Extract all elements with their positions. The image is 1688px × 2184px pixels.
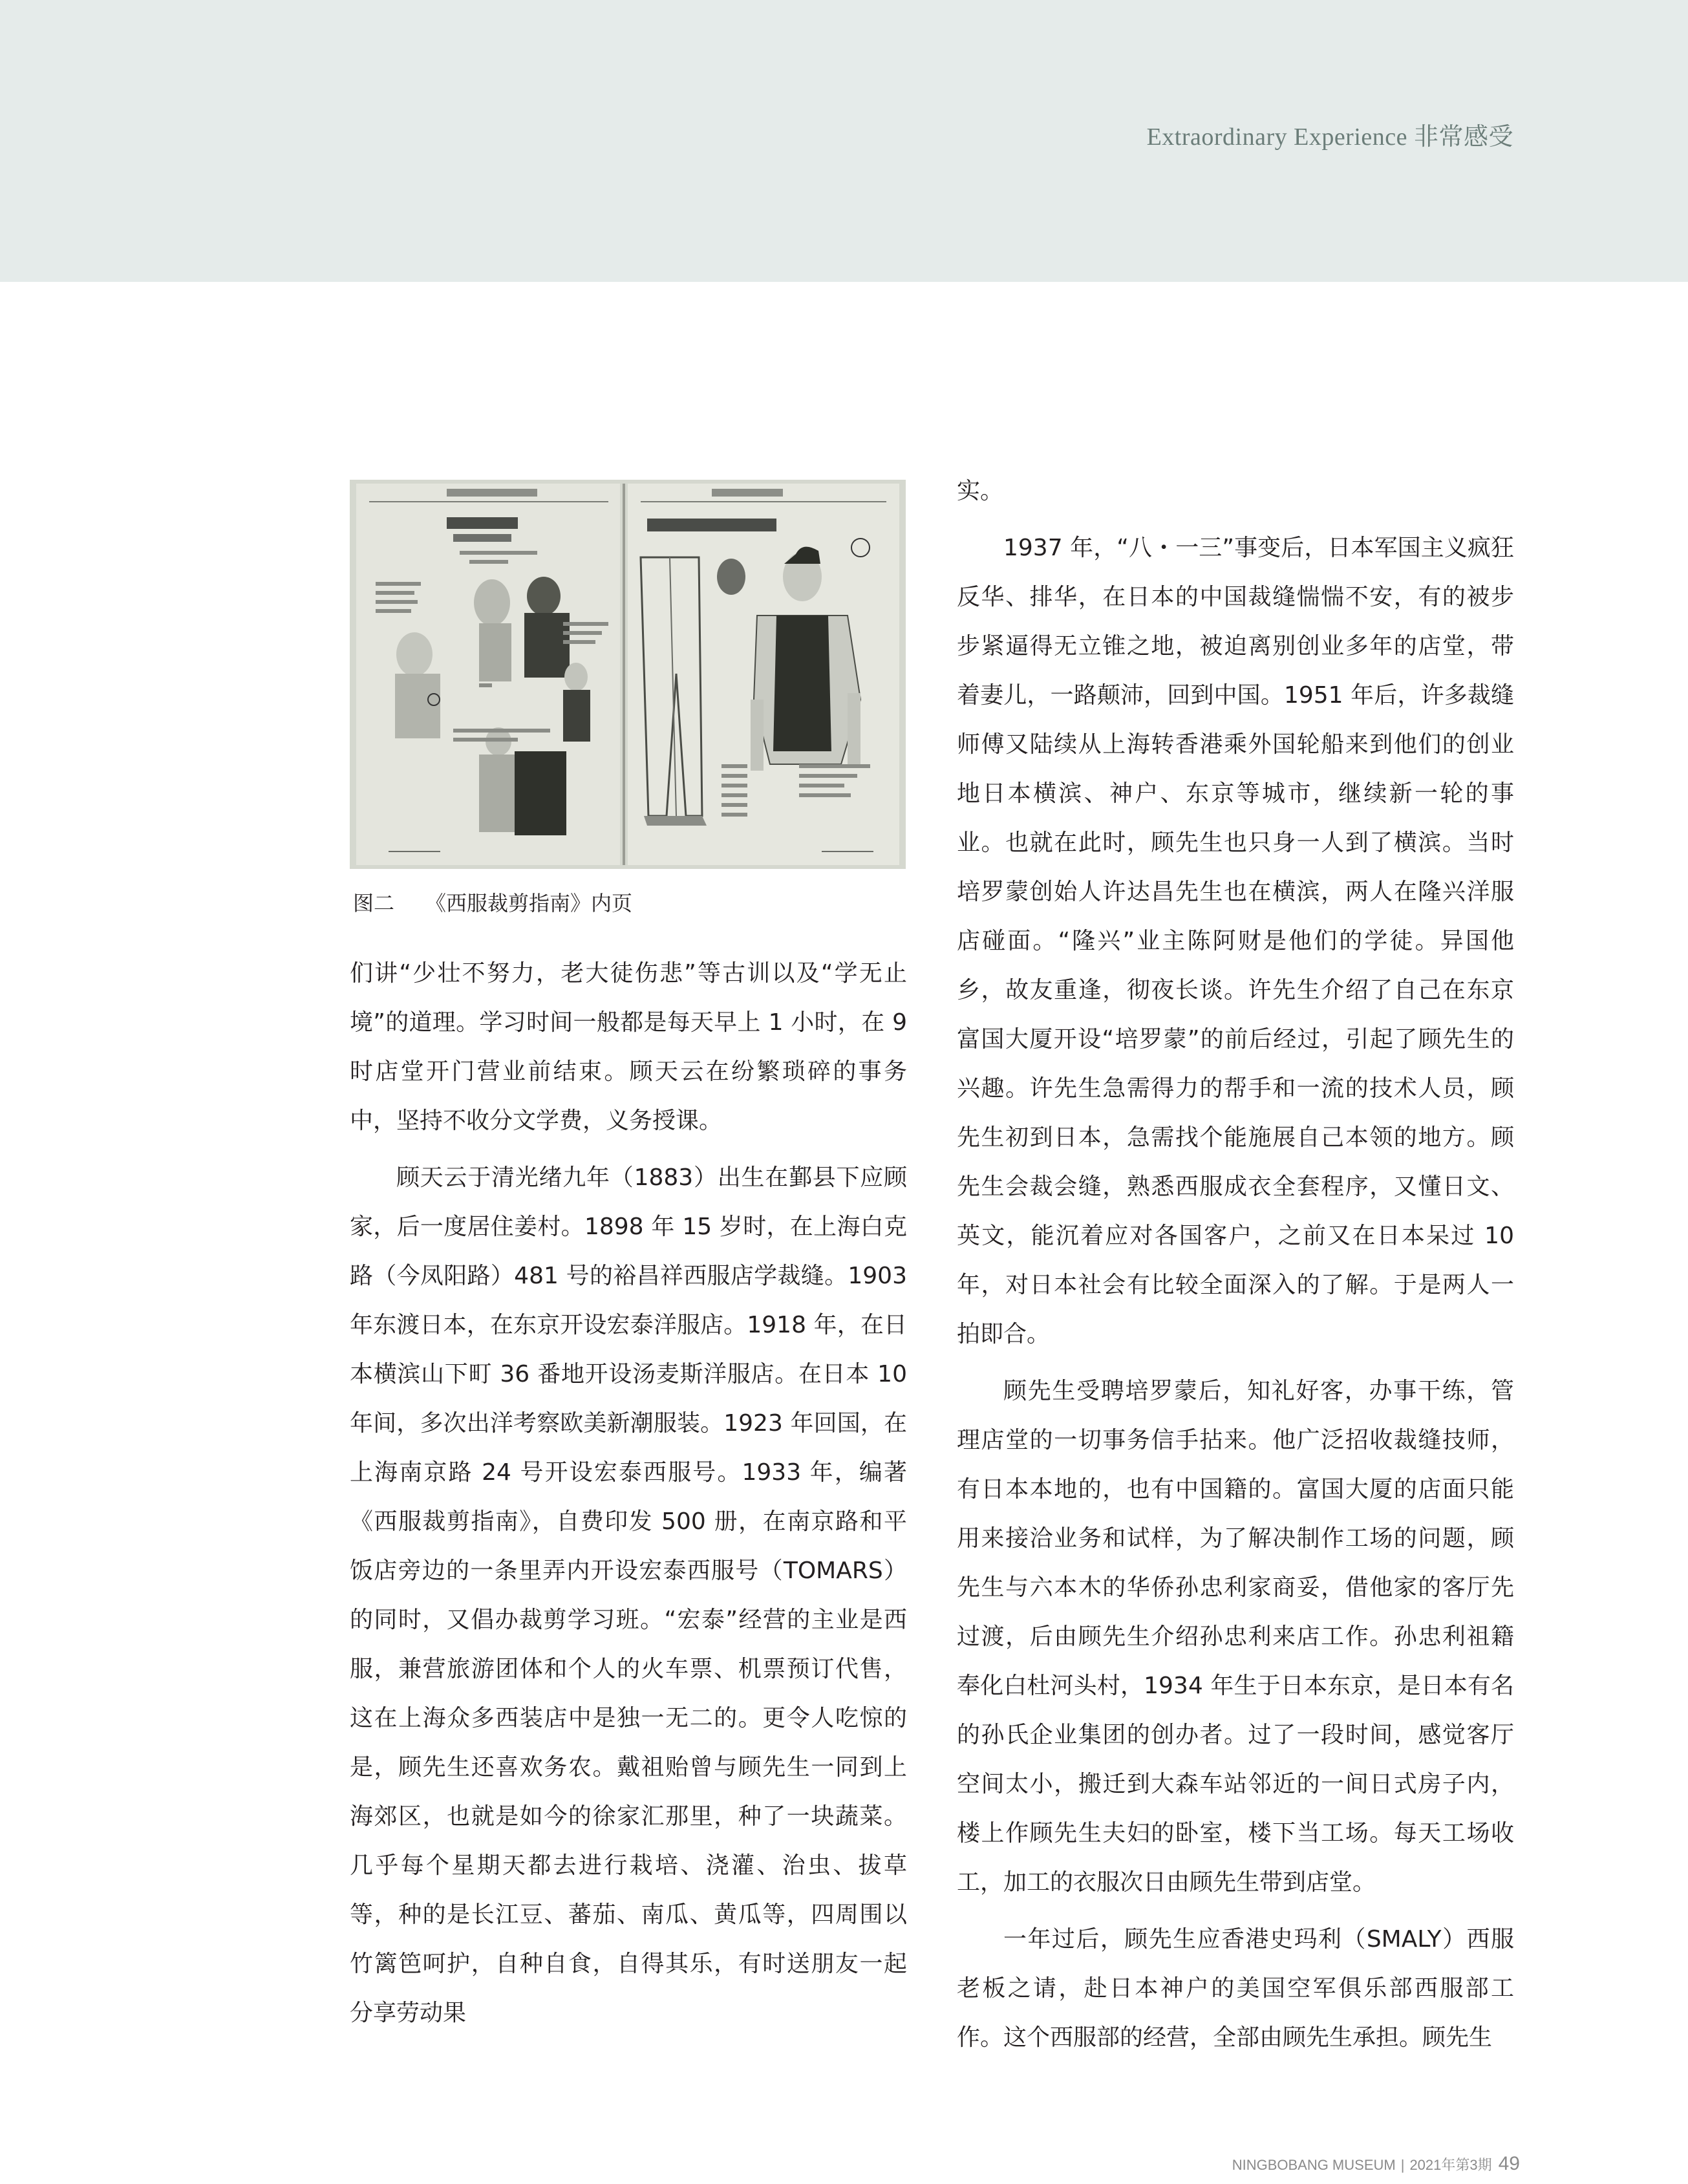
magazine-name: NINGBOBANG MUSEUM bbox=[1232, 2157, 1396, 2173]
paragraph: 顾天云于清光绪九年（1883）出生在鄞县下应顾家，后一度居住姜村。1898 年 15 岁时，在上海白克路（今凤阳路）481 号的裕昌祥西服店学裁缝。1903 年东渡日本，在东京开设宏泰洋服店。1918 年，在日本横滨山下町 36 番地开设汤麦斯洋服店。在日本 10 年间，多次出洋考察欧美新潮服装。1923 年回国，在上海南京路 24 号开设宏泰西服号。1933 年，编著《西服裁剪指南》，自费印发 500 册，在南京路和平饭店旁边的一条里弄内开设宏泰西服号（TOMARS）的同时，又倡办裁剪学习班。“宏泰”经营的主业是西服，兼营旅游团体和个人的火车票、机票预订代售，这在上海众多西装店中是独一无二的。更令人吃惊的是，顾先生还喜欢务农。戴祖贻曾与顾先生一同到上海郊区，也就是如今的徐家汇那里，种了一块蔬菜。几乎每个星期天都去进行栽培、浇灌、治虫、拔草等，种的是长江豆、蕃茄、南瓜、黄瓜等，四周围以竹篱笆呵护，自种自食，自得其乐，有时送朋友一起分享劳动果 bbox=[350, 1164, 907, 2026]
right-column bbox=[957, 467, 1514, 2070]
caption-number: 图二 bbox=[353, 891, 395, 915]
figure-caption bbox=[353, 887, 632, 917]
paragraph: 实。 bbox=[957, 478, 1004, 504]
page-footer bbox=[1232, 2153, 1520, 2175]
section-label: Extraordinary Experience 非常感受 bbox=[1146, 123, 1513, 151]
page-number: 49 bbox=[1498, 2153, 1520, 2174]
paragraph: 顾先生受聘培罗蒙后，知礼好客，办事干练，管理店堂的一切事务信手拈来。他广泛招收裁缝技师，有日本本地的，也有中国籍的。富国大厦的店面只能用来接洽业务和试样，为了解决制作工场的问题，顾先生与六本木的华侨孙忠利家商妥，借他家的客厅先过渡，后由顾先生介绍孙忠利来店工作。孙忠利祖籍奉化白杜河头村，1934 年生于日本东京，是日本有名的孙氏企业集团的创办者。过了一段时间，感觉客厅空间太小，搬迁到大森车站邻近的一间日式房子内，楼上作顾先生夫妇的卧室，楼下当工场。每天工场收工，加工的衣服次日由顾先生带到店堂。 bbox=[957, 1378, 1514, 1896]
footer-separator: | bbox=[1400, 2157, 1405, 2173]
caption-text: 《西服裁剪指南》内页 bbox=[425, 891, 633, 915]
left-column bbox=[350, 949, 907, 2046]
paragraph: 一年过后，顾先生应香港史玛利（SMALY）西服老板之请，赴日本神户的美国空军俱乐部西服部工作。这个西服部的经营，全部由顾先生承担。顾先生 bbox=[957, 1926, 1514, 2051]
book-spread-tailoring-diagram-icon bbox=[350, 480, 906, 869]
issue-label: 2021年第3期 bbox=[1409, 2157, 1492, 2173]
paragraph: 们讲“少壮不努力，老大徒伤悲”等古训以及“学无止境”的道理。学习时间一般都是每天早上 1 小时，在 9 时店堂开门营业前结束。顾天云在纷繁琐碎的事务中，坚持不收分文学费，义务授课。 bbox=[350, 960, 907, 1134]
paragraph: 1937 年，“八・一三”事变后，日本军国主义疯狂反华、排华，在日本的中国裁缝惴惴不安，有的被步步紧逼得无立锥之地，被迫离别创业多年的店堂，带着妻儿，一路颠沛，回到中国。1951 年后，许多裁缝师傅又陆续从上海转香港乘外国轮船来到他们的创业地日本横滨、神户、东京等城市，继续新一轮的事业。也就在此时，顾先生也只身一人到了横滨。当时培罗蒙创始人许达昌先生也在横滨，两人在隆兴洋服店碰面。“隆兴”业主陈阿财是他们的学徒。异国他乡，故友重逢，彻夜长谈。许先生介绍了自己在东京富国大厦开设“培罗蒙”的前后经过，引起了顾先生的兴趣。许先生急需得力的帮手和一流的技术人员，顾先生初到日本，急需找个能施展自己本领的地方。顾先生会裁会缝，熟悉西服成衣全套程序，又懂日文、英文，能沉着应对各国客户，之前又在日本呆过 10 年，对日本社会有比较全面深入的了解。于是两人一拍即合。 bbox=[957, 535, 1514, 1347]
figure-book-spread bbox=[350, 480, 906, 869]
